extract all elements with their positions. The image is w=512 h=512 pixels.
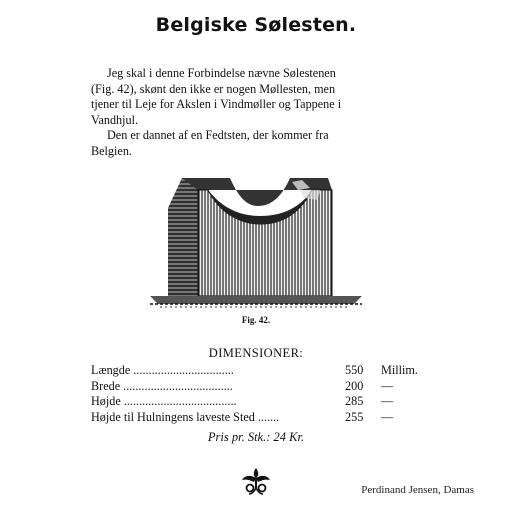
dimension-row — [91, 363, 431, 379]
dimension-value: 550 — [345, 363, 364, 377]
ground-shadow — [150, 296, 362, 304]
stone-illustration — [150, 168, 362, 308]
paragraph-line: Vandhjul. — [91, 112, 139, 127]
dimension-row — [91, 394, 431, 410]
paragraph-origin — [91, 128, 421, 159]
figure-caption: Fig. 42. — [241, 315, 271, 325]
stone-front-face — [198, 190, 332, 296]
dimension-label: Højde ..................................... — [91, 394, 237, 408]
stone-side-face — [168, 178, 198, 296]
dimension-label: Brede .................................... — [91, 378, 233, 393]
paragraph-intro — [91, 66, 421, 128]
fleuron-ornament-icon — [238, 464, 274, 496]
dimension-unit: Millim. — [381, 363, 418, 377]
watermark-text: Perdinand Jensen, Damas — [361, 484, 474, 496]
paragraph-line: Den er dannet af en Fedtsten, der kommer fra — [107, 128, 329, 142]
dimensions-table — [91, 363, 431, 425]
dimension-row — [91, 410, 431, 426]
dimension-label: Længde ................................. — [91, 363, 234, 377]
dimension-row — [91, 379, 431, 395]
paragraph-line: tjener til Leje for Akslen i Vindmøller og Tappene i — [91, 97, 342, 111]
dimensions-heading: DIMENSIONER: — [208, 346, 304, 360]
page-title: Belgiske Sølesten. — [155, 14, 357, 36]
paragraph-line: Jeg skal i denne Forbindelse nævne Sølestenen — [107, 66, 336, 80]
dimension-value: 255 — [345, 409, 364, 424]
price-line: Pris pr. Stk.: 24 Kr. — [207, 430, 305, 444]
dimension-value: 200 — [345, 378, 364, 393]
dimension-unit: — — [381, 394, 394, 408]
dimension-label: Højde til Hulningens laveste Sted ....... — [91, 409, 280, 424]
dimension-unit: — — [381, 409, 394, 424]
paragraph-line: Belgien. — [91, 143, 132, 158]
dimension-unit: — — [381, 378, 394, 393]
paragraph-line: (Fig. 42), skønt den ikke er nogen Møllesten, men — [91, 81, 336, 96]
dimension-value: 285 — [345, 394, 364, 408]
